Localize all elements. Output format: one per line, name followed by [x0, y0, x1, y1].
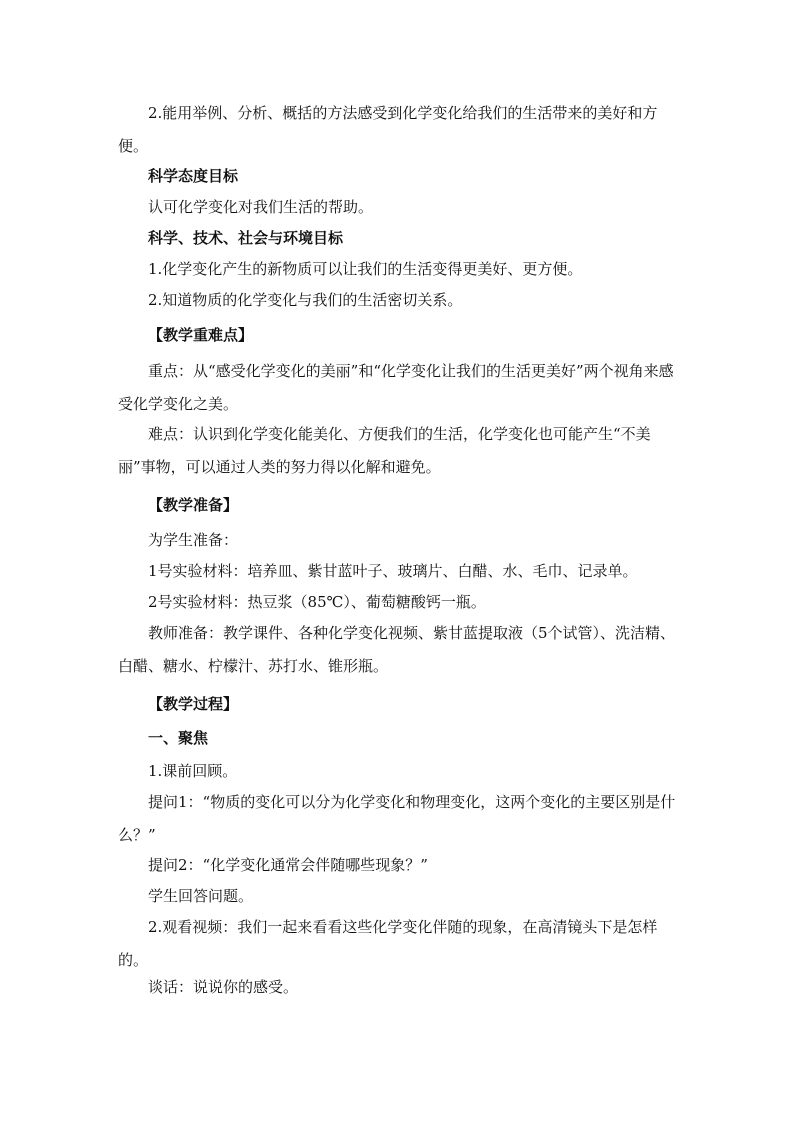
- paragraph: 1.课前回顾。: [148, 762, 238, 780]
- paragraph: 重点：从“感受化学变化的美丽”和“化学变化让我们的生活更美好”两个视角来感受化学变化之美。: [118, 362, 674, 413]
- paragraph: 1.化学变化产生的新物质可以让我们的生活变得更美好、更方便。: [148, 260, 583, 278]
- section-heading: 科学态度目标: [148, 167, 239, 185]
- paragraph: 1号实验材料：培养皿、紫甘蓝叶子、玻璃片、白醋、水、毛巾、记录单。: [148, 562, 638, 580]
- paragraph: 认可化学变化对我们生活的帮助。: [148, 198, 374, 216]
- paragraph: 2.能用举例、分析、概括的方法感受到化学变化给我们的生活带来的美好和方便。: [118, 104, 658, 155]
- section-heading: 【教学过程】: [148, 695, 239, 713]
- section-heading: 【教学重难点】: [148, 326, 254, 344]
- paragraph: 谈话：说说你的感受。: [148, 978, 299, 996]
- paragraph: 为学生准备：: [148, 531, 239, 549]
- paragraph: 难点：认识到化学变化能美化、方便我们的生活，化学变化也可能产生“不美丽”事物，可以通过人类的努力得以化解和避免。: [118, 425, 651, 476]
- section-heading: 一、聚焦: [148, 729, 209, 747]
- paragraph: 2.观看视频：我们一起来看看这些化学变化伴随的现象，在高清镜头下是怎样的。: [118, 918, 658, 969]
- paragraph: 提问1：“物质的变化可以分为化学变化和物理变化，这两个变化的主要区别是什么？”: [118, 793, 676, 844]
- paragraph: 教师准备：教学课件、各种化学变化视频、紫甘蓝提取液（5个试管）、洗洁精、白醋、糖水、柠檬汁、苏打水、锥形瓶。: [118, 624, 676, 675]
- paragraph: 2.知道物质的化学变化与我们的生活密切关系。: [148, 291, 463, 309]
- paragraph: 提问2：“化学变化通常会伴随哪些现象？”: [148, 856, 428, 874]
- section-heading: 【教学准备】: [148, 496, 239, 514]
- section-heading: 科学、技术、社会与环境目标: [148, 229, 344, 247]
- paragraph: 学生回答问题。: [148, 887, 254, 905]
- paragraph: 2号实验材料：热豆浆（85℃）、葡萄糖酸钙一瓶。: [148, 593, 486, 611]
